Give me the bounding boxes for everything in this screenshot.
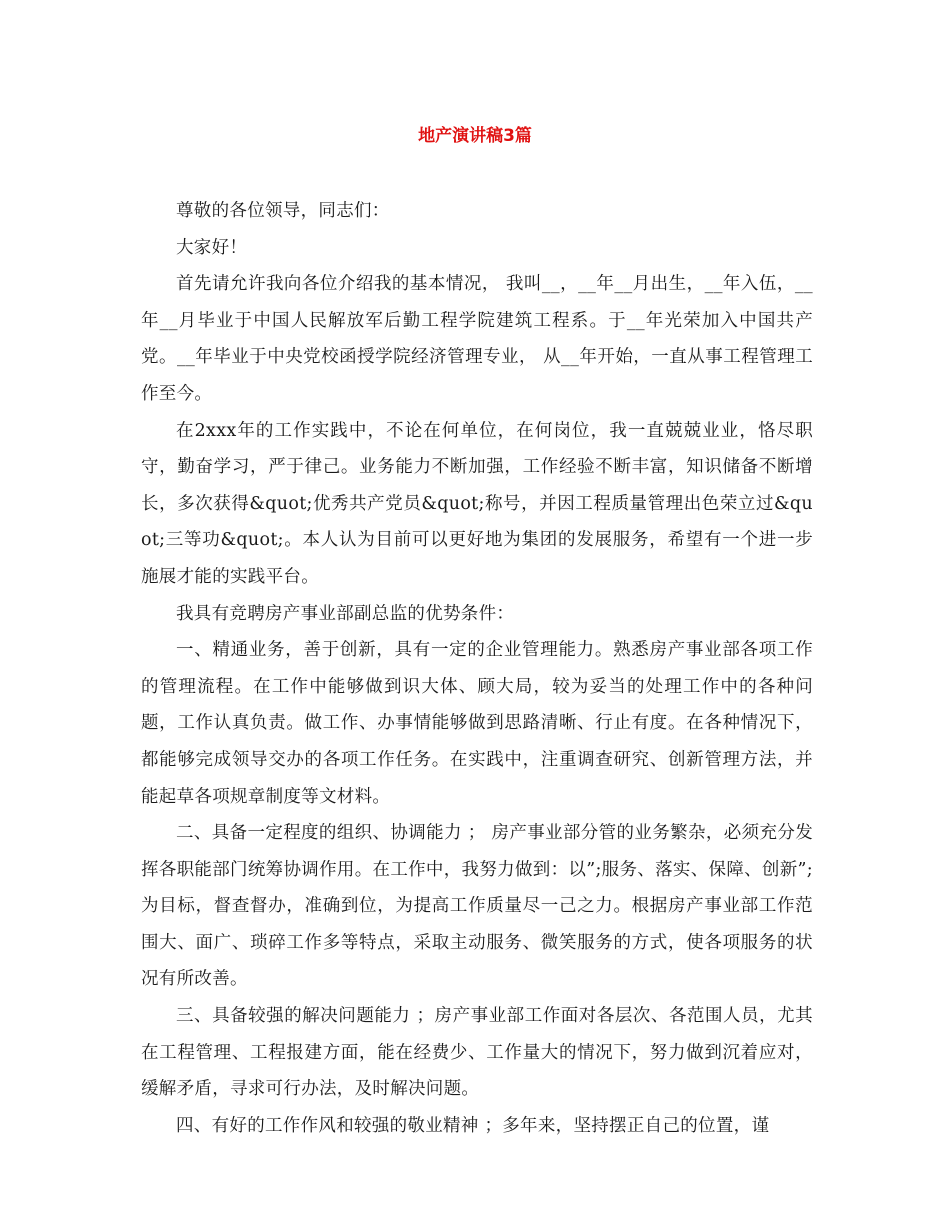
paragraph-point-3: 三、具备较强的解决问题能力 ；房产事业部工作面对各层次、各范围人员，尤其在工程管理、工程报建方面，能在经费少、工作量大的情况下，努力做到沉着应对，缓解矛盾，寻求可行办法，及时解决问题。	[141, 1006, 813, 1100]
paragraph-point-4: 四、有好的工作作风和较强的敬业精神 ；多年来，坚持摆正自己的位置，谨	[176, 1115, 770, 1136]
document-title: 地产演讲稿3篇	[418, 126, 532, 146]
greeting: 大家好！	[176, 237, 248, 258]
paragraph-advantages-heading: 我具有竞聘房产事业部副总监的优势条件：	[176, 603, 515, 624]
salutation: 尊敬的各位领导，同志们：	[176, 201, 390, 221]
document-body	[141, 193, 813, 1144]
paragraph-work-experience: 在2xxx年的工作实践中，不论在何单位，在何岗位，我一直兢兢业业，恪尽职守，勤奋学习，严于律己。业务能力不断加强，工作经验不断丰富，知识储备不断增长，多次获得&quot;优秀共产党员&quot;称号，并因工程质量管理出色荣立过&quot;三等功&quot;。本人认为目前可以更好地为集团的发展服务，希望有一个进一步施展才能的实践平台。	[141, 420, 813, 587]
paragraph-point-2: 二、具备一定程度的组织、协调能力 ； 房产事业部分管的业务繁杂，必须充分发挥各职能部门统筹协调作用。在工作中，我努力做到：以”;服务、落实、保障、创新”;为目标，督查督办，准确到位，为提高工作质量尽一己之力。根据房产事业部工作范围大、面广、琐碎工作多等特点，采取主动服务、微笑服务的方式，使各项服务的状况有所改善。	[141, 823, 813, 990]
paragraph-point-1: 一、精通业务，善于创新，具有一定的企业管理能力。熟悉房产事业部各项工作的管理流程。在工作中能够做到识大体、顾大局，较为妥当的处理工作中的各种问题，工作认真负责。做工作、办事情能够做到思路清晰、行止有度。在各种情况下，都能够完成领导交办的各项工作任务。在实践中，注重调查研究、创新管理方法，并能起草各项规章制度等文材料。	[141, 640, 813, 807]
paragraph-introduction: 首先请允许我向各位介绍我的基本情况， 我叫__，__年__月出生，__年入伍，__年__月毕业于中国人民解放军后勤工程学院建筑工程系。于__年光荣加入中国共产党。__年毕业于中央党校函授学院经济管理专业， 从__年开始，一直从事工程管理工作至今。	[141, 274, 813, 404]
